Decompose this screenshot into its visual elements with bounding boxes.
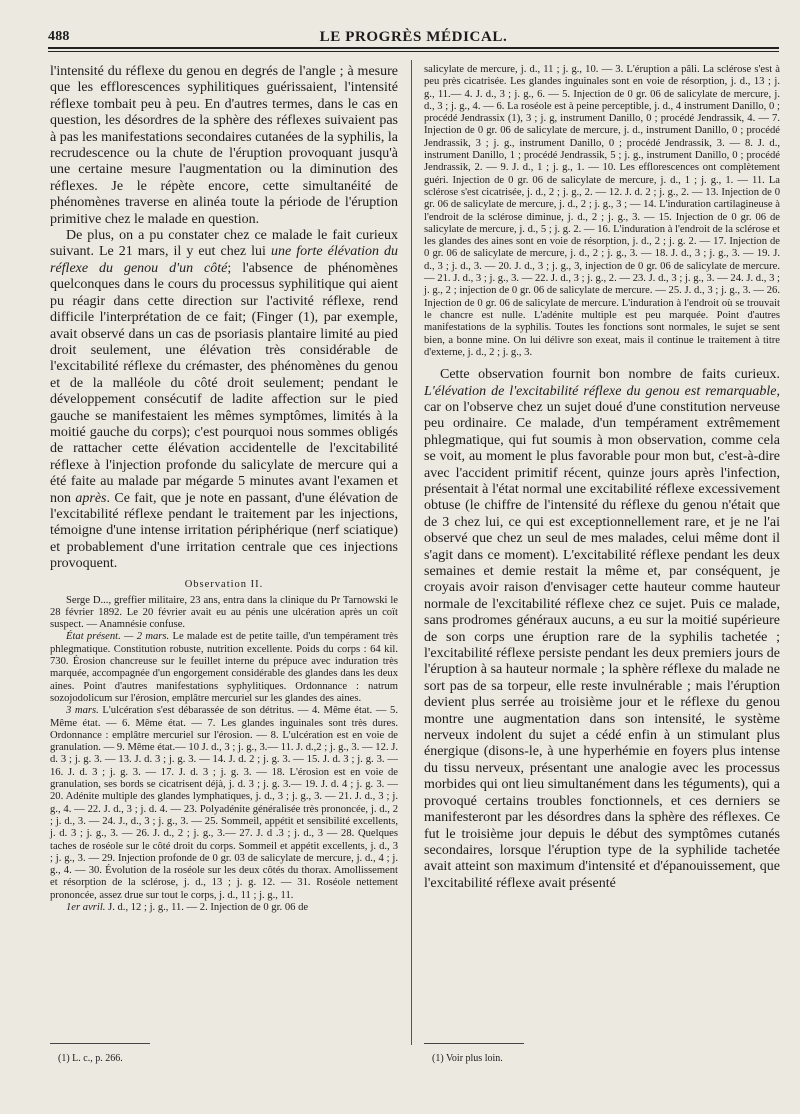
paragraph: l'intensité du réflexe du genou en degrés de l'angle ; à mesure que les efflorescences syphilitiques guérissaient, l'intensité réflexe tombait peu à peu. En d'autres termes, dans le cas en question, les désordres de la sphère des réflexes suivaient pas à pas les manifestations secondaires cutanées de la syphilis, la recrudescence ou la chute de l'éruption provoquant jusqu'à une certaine mesure l'augmentation ou la diminution des réflexes. Je le répète encore, cette simultanéité de phénomènes traverse en alinéa toute la période de l'éruption primitive chez le malade en question. [50,64,398,227]
header-rule-thin [48,51,779,52]
case-text: État présent. — 2 mars. Le malade est de petite taille, d'un tempérament très phlegmatique. Constitution robuste, nutrition excellente. Poids du corps : 64 kil. 730. Érosion chancreuse sur le feuillet interne du prépuce avec induration très marquée, accompagnée d'un engorgement considérable des glandes dans les deux aines. Point d'autres manifestations syphylitiques. Ordonnance : natrum sozojodolicum sur l'érosion, emplâtre mercuriel sur les glandes des aines. [50,631,398,704]
page-number: 488 [48,29,70,44]
observation-heading: Observation II. [184,578,264,590]
column-divider [411,60,412,1045]
page-header [48,27,779,47]
footnote-left: (1) L. c., p. 266. [58,1053,123,1064]
left-column [50,64,398,914]
paragraph: De plus, on a pu constater chez ce malade le fait curieux suivant. Le 21 mars, il y eut chez lui une forte élévation du réflexe du genou d'un côté; l'absence de phénomènes quelconques dans le cours du processus syphilitique qui aient pu réagir dans cette direction sur l'activité réflexe, rend difficile l'interprétation de ce fait; (Finger (1), par exemple, avait observé dans un cas de psoriasis plantaire limité au pied droit seulement, une élévation très considérable de l'excitabilité réflexe du crémaster, des phénomènes du genou et de la malléole du côté droit seulement; pendant le développement consécutif de ladite affection sur le pied gauche se manifestaient les mêmes symptômes, limités à la moitié gauche du corps); c'est pourquoi nous sommes obligés de rattacher cette élévation accidentelle de l'excitabilité réflexe à l'injection profonde du salicylate de mercure qui a été faite au malade par mégarde 5 minutes avant l'examen et non après. Ce fait, que je note en passant, d'une élévation de l'excitabilité réflexe pendant le traitement par les injections, témoigne d'une intense irritation périphérique (nerf sciatique) et probablement d'une irritation centrale que ces injections provoquent. [50,228,398,572]
case-text: 1er avril. J. d., 12 ; j. g., 11. — 2. Injection de 0 gr. 06 de [66,902,309,914]
case-text: salicylate de mercure, j. d., 11 ; j. g., 10. — 3. L'éruption a pâli. La sclérose s'est à peu près cicatrisée. Les glandes inguinales sont en voie de résorption, j. d., 13 ; j. g., 11.— 4. J. d., 3 ; j. g., 6. — 5. Injection de 0 gr. 06 de salicylate de mercure, j. d., 3 ; j. g., 4. — 6. La roséole est à peine perceptible, j. d., 4 instrument Danillo, 0 ; procédé Jendrassix (1), 3 ; j. g, instrument Danillo, 0 ; procédé Jendrassik, 4. — 7. Injection de 0 gr. 06 de salicylate de mercure, j. d., instrument Danillo, 0 ; procédé Jendrassik, 3 ; j. g., instrument Danillo, 0 ; procédé Jendrassik, 3. — 8. J. d., instrument Danillo, 1 ; procédé Jendrassik, 5 ; j. g., instrument Danillo, 0 ; procédé Jendrassik, 2. — 9. J. d., 1 ; j. g., 1. — 10. Les efflorescences ont complètement guéri. Injection de 0 gr. 06 de salicylate de mercure, j. d., 1 ; j. g., 1. — 11. La sclérose s'est cicatrisée, j. d., 2 ; j. g., 2. — 12. J. d. 2 ; j. g., 2. — 13. Injection de 0 gr. 06 de salicylate de mercure, j. d., 2 ; j. g., 3 ; — 14. L'induration cartilagineuse à l'endroit de la sclérose diminue, j. d., 2 ; j. g., 3. — 15. Injection de 0 gr. 06 de salicylate de mercure, j. d., 5 ; j. g. 2. — 16. L'induration à l'endroit de la sclérose et les glandes des aines sont en voie de résorption, j. d., 2 ; j. g. 2. — 17. Injection de 0 gr. 06 de salicylate de mercure, j. d., 2 ; j. g., 3. — 18. J. d., 3 ; j. g., 3. — 19. J. d., 3 ; j. d., 3. — 20. J. d., 3 ; j. g., 3, injection de 0 gr. 06 de salicylate de mercure. — 21. J. d., 3 ; j. g., 3. — 22. J. d., 3 ; j. g., 2. — 23. J. d., 3 ; j. g., 3. — 24. J. d., 3 ; j. g., 2 ; injection de 0 gr. 06 de salicylate de mercure. — 25. J. d., 3 ; j. g., 3. — 26. Injection de 0 gr. 06 de salicylate de mercure. L'induration à l'endroit où se trouvait le chancre est nulle. L'adénite multiple est peu marquée. Point d'autres manifestations de la syphilis. Toutes les fonctions sont normales, le sujet se sent bien, a bonne mine. On lui délivre son exeat, mais il continue le traitement à titre d'externe, j. d., 2 ; j. g., 3. [424,64,780,358]
footnote-rule [50,1043,150,1044]
journal-title: LE PROGRÈS MÉDICAL. [319,29,508,45]
footnote-rule [424,1043,524,1044]
case-text: 3 mars. L'ulcération s'est débarassée de son détritus. — 4. Même état. — 5. Même état. — 6. Même état. — 7. Les glandes inguinales sont très dures. Ordonnance : emplâtre mercuriel sur l'érosion. — 8. L'ulcération est en voie de granulation. — 9. Même état.— 10 J. d., 3 ; j. g., 3.— 11. J. d.,2 ; j. g., 3. — 12. J. d. 3 ; j. g. 3. — 13. J. d. 3 ; j. g. 3. — 14. J. d. 2 ; j. g. 3. — 15. J. d. 3 ; j. g. 3. — 16. J. d. 3 ; j. g. 3. — 17. J. d. 3 ; j. g. 3. — 18. L'érosion est en voie de granulation, ses bords se cicatrisent déjà, j. d. 3 ; j. g. 3.— 19. J. d. 4 ; j. g. 3. — 20. Adénite multiple des glandes lymphatiques, j. d., 3 ; j. g., 3. — 21. J. d., 3 ; j. g., 4. — 22. J. d., 3 ; j. d. 4. — 23. Polyadénite généralisée très prononcée, j. d., 2 ; j. d., 3. — 24. J., d., 3 ; j. g., 3. — 25. Sommeil, appétit et sensibilité excellents, j. d. 3 ; j. g., 3. — 26. J. d., 2 ; j. g., 3.— 27. J. d .3 ; j. d., 3 — 28. Quelques taches de roséole sur le côté droit du corps. Sommeil et appétit excellents, j. d., 3 ; j. g., 3. — 29. Injection profonde de 0 gr. 03 de salicylate de mercure, j. d., 4 ; j. g., 4. — 30. Évolution de la roséole sur les deux côtés du thorax. Amollissement et résorption de la sclérose, j. d., 13 ; j. g. 12. — 31. Roséole nettement prononcée, assez drue sur tout le corps, j. d., 11 ; j. g., 11. [50,705,398,901]
right-column [424,64,780,892]
footnote-right: (1) Voir plus loin. [432,1053,503,1064]
paragraph: Cette observation fournit bon nombre de faits curieux. L'élévation de l'excitabilité réflexe du genou est remarquable, car on l'observe chez un sujet doué d'une constitution nerveuse peu ordinaire. Ce malade, d'un tempérament extrêmement phlegmatique, qui fut soumis à mon observation, comme cela se voit, au moment le plus favorable pour mon but, c'est-à-dire avec l'accident primitif récent, quinze jours après l'infection, présentait à l'état normal une excitabilité réflexe excessivement obtuse (le chiffre de l'intensité du réflexe du genou n'était que de 3 chez lui, ce qui est exceptionnellement rare, et je ne l'ai observé que chez un seul de mes malades, celui même dont il s'agit dans ce moment). L'excitabilité réflexe pendant les deux semaines et demie restait la même et, par conséquent, je croyais avoir raison d'envisager cette hauteur comme hauteur normale de l'excitabilité réflexe chez ce sujet. Puis ce malade, sans prodromes généraux aucuns, a eu sur la moitié supérieure de son corps une éruption rare de la syphilis tachetée ; l'excitabilité réflexe persiste pendant les deux premiers jours de l'éruption à sa hauteur normale ; la sphère réflexe du malade ne sort pas de sa torpeur, elle reste invulnérable ; mais l'éruption devient plus serrée au troisième jour et le réflexe du genou montre une augmentation dans son intensité, le système nerveux indolent du sujet a cédé enfin à un stimulant plus énergique (disons-le, à une hyperhémie en foyers plus intense du tissu nerveux, présentant une analogie avec les processus morbides qui ont lieu simultanément dans les téguments), qui a provoqué certains troubles fonctionnels, et ces derniers se manifesteront par les désordres dans la sphère des réflexes. Ce fut le troisième jour depuis le début des symptômes cutanés secondaires, lorsque l'éruption type de la syphilide tachetée avait atteint son maximum d'intensité et d'épanouissement, que l'excitabilité réflexe avait présenté [424,367,780,891]
case-text: Serge D..., greffier militaire, 23 ans, entra dans la clinique du Pr Tarnowski le 28 février 1892. Le 20 février avait eu au pénis une ulcération après un coït suspect. — Anamnésie confuse. [50,594,398,631]
header-rule [48,47,779,49]
